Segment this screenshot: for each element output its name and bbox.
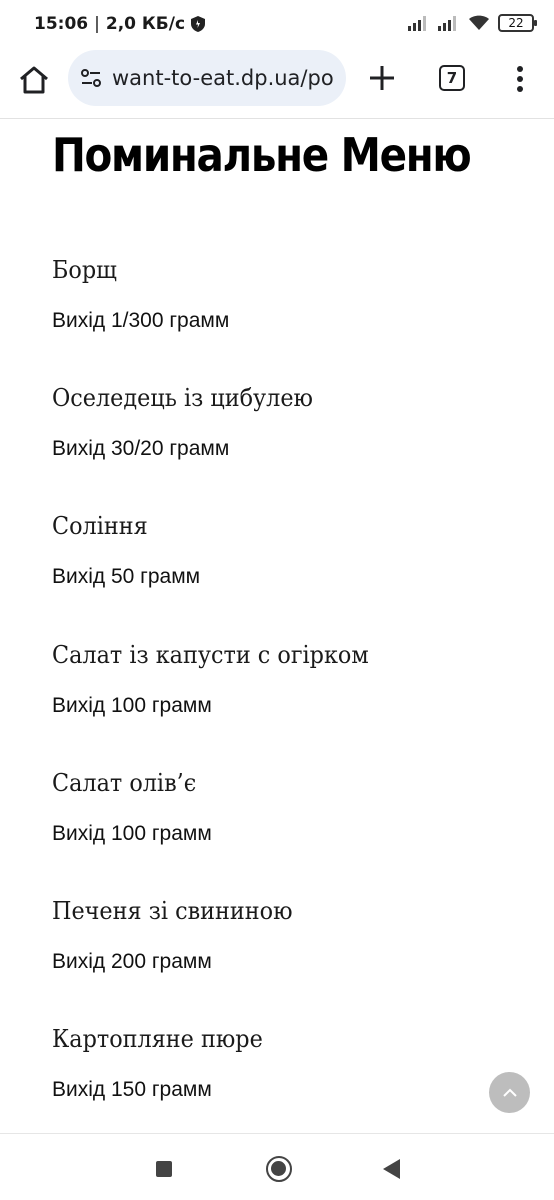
scroll-to-top-button[interactable] (489, 1072, 530, 1113)
plus-icon[interactable] (366, 62, 398, 94)
home-circle-icon[interactable] (266, 1156, 292, 1182)
wifi-icon (468, 15, 490, 31)
dish-name: Борщ (52, 256, 117, 284)
page-title: Поминальне Меню (52, 128, 471, 182)
recents-icon[interactable] (156, 1161, 172, 1177)
system-nav-bar (0, 1134, 554, 1200)
dish-yield: Вихід 150 грамм (52, 1078, 212, 1101)
status-left: 15:06 | 2,0 КБ/с (34, 14, 205, 34)
dish-name: Картопляне пюре (52, 1025, 263, 1053)
status-time: 15:06 (34, 14, 89, 34)
url-bar[interactable] (68, 50, 346, 106)
network-speed: 2,0 КБ/с (105, 14, 186, 34)
toolbar-divider (0, 118, 554, 119)
url-text[interactable]: want-to-eat.dp.ua/po (112, 66, 334, 90)
battery-indicator: 22 (498, 14, 534, 32)
dish-name: Салат із капусти с огірком (52, 641, 369, 669)
dish-yield: Вихід 100 грамм (52, 694, 212, 717)
browser-toolbar (0, 50, 554, 118)
status-bar (0, 0, 554, 50)
tab-switcher-button[interactable]: 7 (439, 65, 465, 91)
dish-name: Соління (52, 512, 148, 540)
dish-name: Печеня зі свининою (52, 897, 293, 925)
dish-name: Салат олів’є (52, 769, 197, 797)
dish-yield: Вихід 50 грамм (52, 565, 201, 588)
dish-yield: Вихід 200 грамм (52, 950, 212, 973)
tune-icon[interactable] (80, 67, 102, 89)
dish-yield: Вихід 1/300 грамм (52, 309, 230, 332)
dish-yield: Вихід 100 грамм (52, 822, 212, 845)
dish-yield: Вихід 30/20 грамм (52, 437, 230, 460)
shield-icon (191, 16, 205, 32)
dish-name: Оселедець із цибулею (52, 384, 313, 412)
signal-2-icon (438, 15, 460, 31)
more-vert-icon[interactable] (510, 64, 530, 94)
chevron-up-icon (502, 1088, 518, 1098)
signal-icon (408, 15, 430, 31)
status-right (408, 14, 534, 32)
back-icon[interactable] (383, 1159, 400, 1179)
home-icon[interactable] (16, 62, 52, 98)
